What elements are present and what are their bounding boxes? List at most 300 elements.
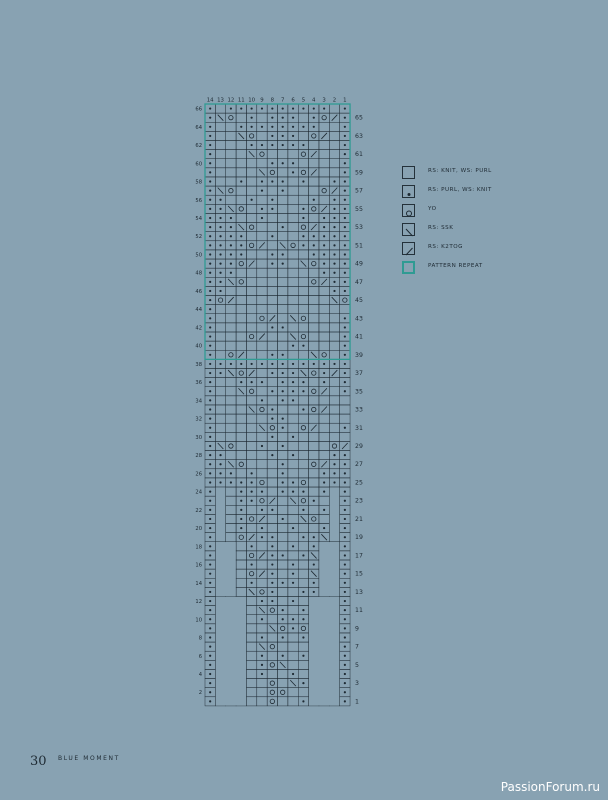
chart-cell xyxy=(226,168,236,177)
purl-dot xyxy=(240,235,242,237)
chart-cell xyxy=(288,204,298,213)
purl-dot xyxy=(292,627,294,629)
column-number: 12 xyxy=(227,97,235,104)
purl-dot xyxy=(292,673,294,675)
purl-dot xyxy=(323,226,325,228)
ssk-slash xyxy=(321,534,327,540)
purl-dot xyxy=(282,554,284,556)
purl-dot xyxy=(282,445,284,447)
row-number-left: 60 xyxy=(195,161,202,168)
purl-dot xyxy=(209,491,211,493)
yo-circle xyxy=(301,225,305,229)
chart-cell xyxy=(246,268,256,277)
purl-dot xyxy=(313,107,315,109)
chart-cell xyxy=(278,286,288,295)
chart-cell xyxy=(319,140,329,149)
purl-dot xyxy=(261,190,263,192)
chart-cell xyxy=(298,432,308,441)
chart-cell xyxy=(236,423,246,432)
yo-circle xyxy=(270,644,274,648)
purl-dot xyxy=(219,244,221,246)
k2tog-slash xyxy=(321,388,327,394)
chart-cell xyxy=(236,305,246,314)
chart-cell xyxy=(288,305,298,314)
legend-label: YO xyxy=(428,206,437,212)
chart-cell xyxy=(298,469,308,478)
chart-cell xyxy=(267,669,277,678)
chart-cell xyxy=(215,405,225,414)
purl-dot xyxy=(344,290,346,292)
chart-cell xyxy=(246,232,256,241)
purl-dot xyxy=(344,664,346,666)
purl-dot xyxy=(219,463,221,465)
purl-dot xyxy=(292,600,294,602)
chart-cell xyxy=(236,569,246,578)
row-number-left: 24 xyxy=(195,489,202,496)
yo-circle xyxy=(229,444,233,448)
purl-dot xyxy=(251,107,253,109)
purl-dot xyxy=(313,244,315,246)
purl-dot xyxy=(323,491,325,493)
chart-cell xyxy=(267,305,277,314)
chart-cell xyxy=(215,140,225,149)
chart-cell xyxy=(246,332,256,341)
chart-cell xyxy=(267,651,277,660)
chart-cell xyxy=(257,131,267,140)
purl-dot xyxy=(271,390,273,392)
purl-dot xyxy=(333,226,335,228)
purl-dot xyxy=(323,472,325,474)
purl-dot xyxy=(240,253,242,255)
chart-cell xyxy=(257,350,267,359)
purl-dot xyxy=(261,636,263,638)
purl-dot xyxy=(344,591,346,593)
yo-circle xyxy=(301,499,305,503)
purl-dot xyxy=(344,636,346,638)
chart-cell xyxy=(267,241,277,250)
purl-symbol-icon xyxy=(402,185,415,198)
chart-cell xyxy=(309,314,319,323)
k2tog-slash xyxy=(321,461,327,467)
purl-dot xyxy=(209,290,211,292)
purl-dot xyxy=(209,664,211,666)
purl-dot xyxy=(209,454,211,456)
chart-cell xyxy=(246,387,256,396)
chart-cell xyxy=(246,241,256,250)
chart-cell xyxy=(215,341,225,350)
row-number-left: 64 xyxy=(195,124,202,131)
purl-dot xyxy=(209,563,211,565)
yo-circle xyxy=(270,170,274,174)
chart-cell xyxy=(226,341,236,350)
purl-dot xyxy=(219,372,221,374)
purl-dot xyxy=(344,326,346,328)
chart-cell xyxy=(329,122,339,131)
k2tog-slash xyxy=(311,151,317,157)
chart-cell xyxy=(267,423,277,432)
chart-cell xyxy=(340,296,350,305)
ssk-slash xyxy=(259,644,265,650)
purl-dot xyxy=(209,244,211,246)
row-number-left: 12 xyxy=(195,599,202,606)
chart-cell xyxy=(298,524,308,533)
purl-dot xyxy=(261,144,263,146)
purl-dot xyxy=(251,381,253,383)
k2tog-slash xyxy=(321,279,327,285)
legend-label: RS: K2TOG xyxy=(428,244,463,250)
purl-dot xyxy=(282,518,284,520)
purl-dot xyxy=(271,117,273,119)
chart-cell xyxy=(298,223,308,232)
purl-dot xyxy=(261,126,263,128)
purl-dot xyxy=(261,208,263,210)
purl-dot xyxy=(209,554,211,556)
purl-dot xyxy=(302,591,304,593)
chart-cell xyxy=(329,423,339,432)
row-number-left: 32 xyxy=(195,416,202,423)
chart-cell xyxy=(267,277,277,286)
purl-dot xyxy=(313,253,315,255)
yo-circle xyxy=(343,298,347,302)
yo-circle xyxy=(260,499,264,503)
chart-cell xyxy=(329,405,339,414)
chart-cell xyxy=(246,432,256,441)
row-number-right: 37 xyxy=(355,370,363,378)
chart-cell xyxy=(226,323,236,332)
chart-cell xyxy=(298,296,308,305)
chart-cell xyxy=(246,131,256,140)
purl-dot xyxy=(282,427,284,429)
row-number-right: 59 xyxy=(355,169,363,177)
knit-symbol-icon xyxy=(402,166,415,179)
chart-cell xyxy=(257,542,267,551)
chart-cell xyxy=(236,432,246,441)
chart-cell xyxy=(298,414,308,423)
purl-dot xyxy=(209,463,211,465)
chart-cell xyxy=(319,113,329,122)
purl-dot xyxy=(344,153,346,155)
purl-dot xyxy=(323,363,325,365)
chart-cell xyxy=(329,314,339,323)
purl-dot xyxy=(344,244,346,246)
row-number-right: 31 xyxy=(355,424,363,432)
row-number-right: 9 xyxy=(355,625,359,633)
chart-cell xyxy=(319,296,329,305)
purl-dot xyxy=(302,618,304,620)
chart-cell xyxy=(267,150,277,159)
chart-cell xyxy=(278,341,288,350)
chart-cell xyxy=(267,487,277,496)
chart-cell xyxy=(257,387,267,396)
purl-dot xyxy=(271,591,273,593)
chart-cell xyxy=(298,496,308,505)
purl-dot xyxy=(209,190,211,192)
chart-cell xyxy=(246,596,256,605)
yo-circle xyxy=(312,371,316,375)
ssk-slash xyxy=(311,552,317,558)
chart-cell xyxy=(267,524,277,533)
chart-cell xyxy=(257,113,267,122)
chart-cell xyxy=(267,213,277,222)
purl-dot xyxy=(282,390,284,392)
chart-cell xyxy=(288,213,298,222)
chart-cell xyxy=(288,350,298,359)
ssk-slash xyxy=(290,315,296,321)
purl-dot xyxy=(333,217,335,219)
purl-dot xyxy=(323,263,325,265)
purl-dot xyxy=(292,144,294,146)
purl-dot xyxy=(219,235,221,237)
chart-cell xyxy=(267,688,277,697)
chart-cell xyxy=(298,350,308,359)
chart-cell xyxy=(226,524,236,533)
yo-circle xyxy=(249,517,253,521)
legend-knit xyxy=(402,166,582,182)
purl-dot xyxy=(282,372,284,374)
purl-dot xyxy=(271,563,273,565)
purl-dot xyxy=(219,454,221,456)
yo-circle xyxy=(312,389,316,393)
column-number: 9 xyxy=(260,97,264,104)
chart-cell xyxy=(267,378,277,387)
purl-dot xyxy=(209,253,211,255)
chart-cell xyxy=(278,204,288,213)
chart-cell xyxy=(309,396,319,405)
purl-dot xyxy=(313,126,315,128)
purl-dot xyxy=(209,272,211,274)
purl-dot xyxy=(240,363,242,365)
purl-dot xyxy=(313,199,315,201)
purl-dot xyxy=(209,180,211,182)
yo-circle xyxy=(301,316,305,320)
chart-cell xyxy=(319,195,329,204)
purl-dot xyxy=(219,208,221,210)
chart-cell xyxy=(278,150,288,159)
chart-cell xyxy=(215,350,225,359)
chart-cell xyxy=(319,186,329,195)
chart-cell xyxy=(246,669,256,678)
ssk-slash xyxy=(228,206,234,212)
purl-dot xyxy=(282,472,284,474)
chart-cell xyxy=(257,259,267,268)
purl-dot xyxy=(344,600,346,602)
row-number-right: 47 xyxy=(355,278,363,286)
chart-cell xyxy=(288,505,298,514)
purl-dot xyxy=(344,545,346,547)
chart-cell xyxy=(226,533,236,542)
chart-cell xyxy=(226,131,236,140)
yo-circle xyxy=(270,426,274,430)
chart-cell xyxy=(278,432,288,441)
ssk-slash xyxy=(228,279,234,285)
purl-dot xyxy=(261,363,263,365)
ssk-slash xyxy=(228,461,234,467)
chart-cell xyxy=(246,633,256,642)
purl-dot xyxy=(344,363,346,365)
purl-dot xyxy=(344,217,346,219)
chart-cell xyxy=(257,560,267,569)
purl-dot xyxy=(230,263,232,265)
chart-cell xyxy=(257,323,267,332)
purl-dot xyxy=(209,335,211,337)
chart-cell xyxy=(288,660,298,669)
row-number-left: 62 xyxy=(195,143,202,150)
row-number-right: 29 xyxy=(355,443,363,450)
chart-cell xyxy=(309,524,319,533)
purl-dot xyxy=(261,217,263,219)
column-number: 14 xyxy=(206,97,214,104)
purl-dot xyxy=(313,563,315,565)
chart-cell xyxy=(278,277,288,286)
purl-dot xyxy=(271,363,273,365)
purl-dot xyxy=(219,263,221,265)
purl-dot xyxy=(292,381,294,383)
purl-dot xyxy=(344,463,346,465)
purl-dot xyxy=(344,700,346,702)
purl-dot xyxy=(209,609,211,611)
purl-dot xyxy=(209,345,211,347)
purl-dot xyxy=(209,208,211,210)
purl-dot xyxy=(344,500,346,502)
purl-dot xyxy=(333,180,335,182)
chart-cell xyxy=(267,679,277,688)
purl-dot xyxy=(333,208,335,210)
purl-dot xyxy=(292,454,294,456)
purl-dot xyxy=(323,272,325,274)
chart-cell xyxy=(246,615,256,624)
purl-dot xyxy=(302,381,304,383)
purl-dot xyxy=(344,682,346,684)
k2tog-slash xyxy=(228,297,234,303)
purl-dot xyxy=(323,381,325,383)
purl-dot xyxy=(209,573,211,575)
purl-dot xyxy=(282,226,284,228)
chart-cell xyxy=(329,104,339,113)
chart-cell xyxy=(236,168,246,177)
chart-cell xyxy=(319,496,329,505)
chart-cell xyxy=(340,432,350,441)
purl-dot xyxy=(302,217,304,219)
chart-cell xyxy=(278,296,288,305)
chart-cell xyxy=(329,168,339,177)
purl-dot xyxy=(261,600,263,602)
chart-cell xyxy=(309,140,319,149)
purl-dot xyxy=(344,372,346,374)
chart-cell xyxy=(226,451,236,460)
purl-dot xyxy=(282,126,284,128)
chart-cell xyxy=(319,423,329,432)
purl-dot xyxy=(209,691,211,693)
row-number-left: 34 xyxy=(195,398,202,405)
purl-dot xyxy=(209,655,211,657)
purl-dot xyxy=(271,180,273,182)
k2tog-slash xyxy=(321,407,327,413)
purl-dot xyxy=(302,126,304,128)
column-number: 10 xyxy=(248,97,256,104)
chart-cell xyxy=(298,250,308,259)
column-number: 11 xyxy=(237,97,245,104)
row-number-left: 14 xyxy=(195,580,202,587)
yo-circle xyxy=(312,261,316,265)
purl-dot xyxy=(323,481,325,483)
chart-cell xyxy=(278,405,288,414)
purl-dot xyxy=(344,691,346,693)
chart-cell xyxy=(288,268,298,277)
chart-cell xyxy=(309,460,319,469)
purl-dot xyxy=(344,673,346,675)
purl-dot xyxy=(344,518,346,520)
row-number-left: 16 xyxy=(195,562,202,569)
row-number-left: 46 xyxy=(195,288,202,295)
chart-cell xyxy=(257,469,267,478)
purl-dot xyxy=(302,609,304,611)
purl-dot xyxy=(333,454,335,456)
row-number-left: 58 xyxy=(195,179,202,186)
yo-circle xyxy=(229,188,233,192)
chart-cell xyxy=(278,305,288,314)
chart-cell xyxy=(246,441,256,450)
purl-dot xyxy=(209,636,211,638)
row-number-right: 33 xyxy=(355,406,363,414)
chart-cell xyxy=(298,113,308,122)
purl-dot xyxy=(292,527,294,529)
yo-circle xyxy=(260,407,264,411)
chart-cell xyxy=(257,414,267,423)
k2tog-slash xyxy=(311,169,317,175)
purl-dot xyxy=(261,180,263,182)
chart-cell xyxy=(278,268,288,277)
chart-cell xyxy=(257,587,267,596)
chart-cell xyxy=(278,679,288,688)
purl-dot xyxy=(292,372,294,374)
chart-cell xyxy=(319,168,329,177)
k2tog-slash xyxy=(321,206,327,212)
purl-dot xyxy=(219,481,221,483)
purl-dot xyxy=(282,117,284,119)
yo-circle xyxy=(239,462,243,466)
purl-dot xyxy=(251,563,253,565)
chart-cell xyxy=(236,460,246,469)
k2tog-slash xyxy=(332,370,338,376)
purl-dot xyxy=(209,117,211,119)
purl-dot xyxy=(230,235,232,237)
chart-cell xyxy=(257,478,267,487)
chart-cell xyxy=(288,286,298,295)
purl-dot xyxy=(302,408,304,410)
chart-cell xyxy=(246,460,256,469)
purl-dot xyxy=(230,363,232,365)
chart-cell xyxy=(319,441,329,450)
purl-dot xyxy=(271,199,273,201)
yo-circle xyxy=(281,690,285,694)
purl-dot xyxy=(282,135,284,137)
purl-dot xyxy=(219,272,221,274)
chart-cell xyxy=(257,460,267,469)
row-number-right: 23 xyxy=(355,497,363,505)
column-number: 6 xyxy=(291,97,295,104)
purl-dot xyxy=(209,363,211,365)
chart-cell xyxy=(309,259,319,268)
ssk-slash xyxy=(228,370,234,376)
chart-cell xyxy=(236,469,246,478)
row-number-right: 35 xyxy=(355,388,363,396)
ssk-slash xyxy=(218,188,224,194)
k2tog-slash xyxy=(342,443,348,449)
purl-dot xyxy=(292,491,294,493)
purl-dot xyxy=(344,563,346,565)
k2tog-slash xyxy=(259,552,265,558)
purl-dot xyxy=(261,381,263,383)
